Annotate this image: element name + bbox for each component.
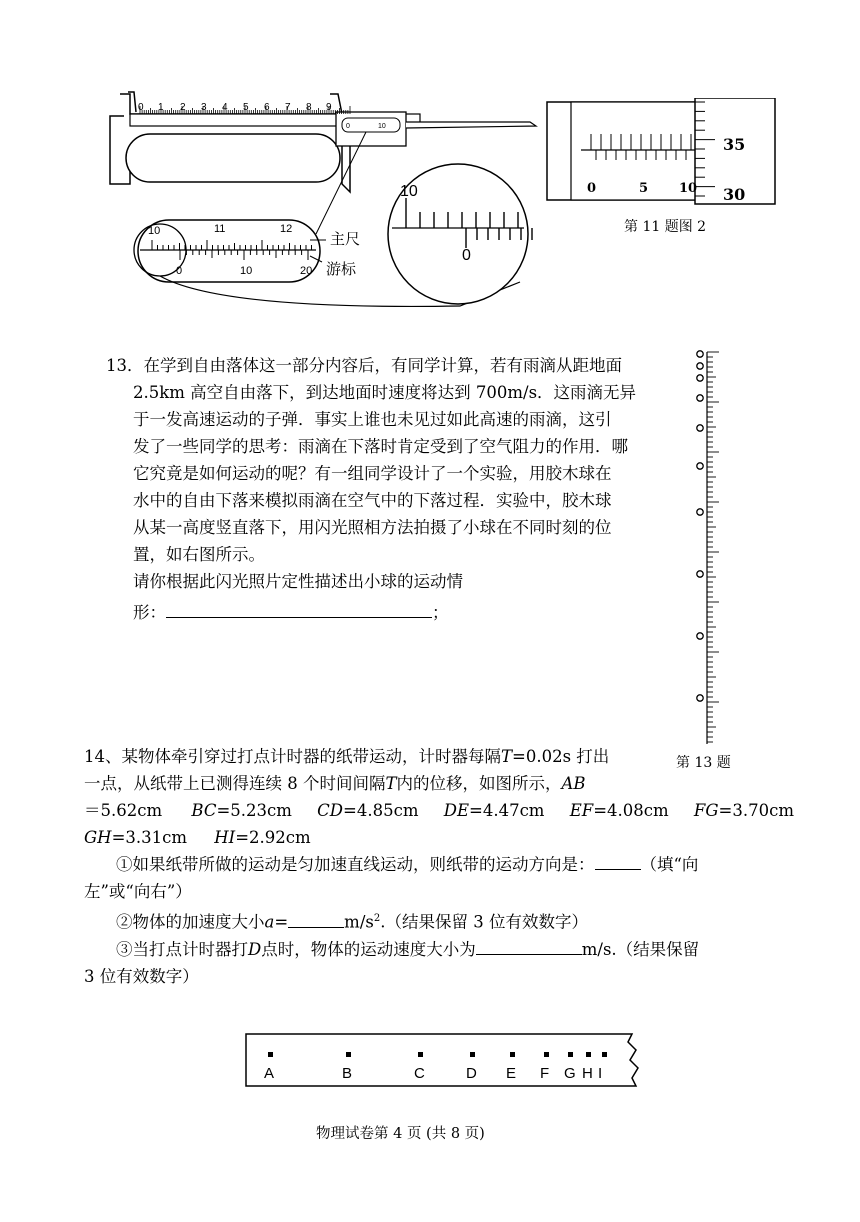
zoom-vernier-label: 0 (176, 265, 183, 277)
q14-line-2: 一点，从纸带上已测得连续 8 个时间间隔T内的位移，如图所示，AB (84, 774, 586, 793)
main-scale-label: 7 (285, 102, 291, 113)
tape-label: E (506, 1065, 517, 1082)
measure-val: =4.47cm (469, 801, 545, 820)
tape-label: I (598, 1065, 603, 1082)
ball-position (697, 463, 703, 469)
main-scale-label: 6 (264, 102, 270, 113)
ball-position (697, 351, 703, 357)
tape-label: G (564, 1065, 576, 1082)
thimble-label: 35 (723, 135, 746, 154)
ball-position (697, 695, 703, 701)
measure-ab: ＝5.62cm (84, 801, 163, 820)
measure-key: BC (191, 801, 217, 820)
main-scale-label: 5 (243, 102, 249, 113)
q13-block (106, 352, 636, 626)
measure-val: =3.31cm (111, 828, 188, 847)
tape-label: H (582, 1065, 593, 1082)
ball-position (697, 363, 703, 369)
micrometer-figure (545, 98, 785, 206)
measure-key: CD (317, 801, 344, 820)
tape-dot (470, 1052, 475, 1057)
figure-11-caption: 第 11 题图 2 (624, 219, 707, 235)
q14-sub2: ②物体的加速度大小$a= m/s^2$.（结果保留 3 位有效数字） (84, 905, 794, 936)
acceleration-blank[interactable] (288, 909, 344, 928)
main-scale-caption: 主尺 (330, 231, 361, 248)
paper-tape-figure (244, 1032, 648, 1092)
sleeve-label: 10 (679, 181, 698, 196)
measure-key: HI (214, 828, 236, 847)
ball-position (697, 633, 703, 639)
ball-position (697, 571, 703, 577)
magnified-vernier-label: 0 (462, 247, 471, 264)
main-scale-label: 2 (180, 102, 186, 113)
tape-dot (510, 1052, 515, 1057)
q14-sub3: ③当打点计时器打D点时，物体的运动速度大小为 m/s.（结果保留 (84, 936, 794, 963)
tape-dot (268, 1052, 273, 1057)
measure-val: =4.08cm (593, 801, 669, 820)
measure-val: =4.85cm (343, 801, 419, 820)
q13-line: 水中的自由下落来模拟雨滴在空气中的下落过程．实验中，胶木球 (133, 491, 612, 510)
q13-answer-line (106, 599, 636, 626)
strobe-photo-ruler (690, 348, 730, 748)
measure-key: GH (84, 828, 112, 847)
zoom-vernier-label: 20 (300, 265, 313, 277)
sleeve-label: 0 (587, 181, 597, 196)
q14-measurements-2 (84, 824, 794, 851)
q14-line-1: 14、某物体牵引穿过打点计时器的纸带运动，计时器每隔T=0.02s 打出 (84, 747, 610, 766)
page-footer: 物理试卷第 4 页 (共 8 页) (316, 1126, 485, 1142)
vernier-caption: 游标 (326, 261, 357, 278)
measure-val: =2.92cm (235, 828, 311, 847)
measure-val: =3.70cm (718, 801, 794, 820)
main-scale-label: 3 (201, 102, 207, 113)
q14-sub3-cont: 3 位有效数字） (84, 966, 199, 986)
thimble-label: 30 (723, 185, 746, 204)
main-scale-label: 8 (306, 102, 312, 113)
velocity-blank[interactable] (476, 936, 582, 955)
q14-sub1-cont: 左”或“向右”） (84, 882, 192, 901)
q13-line: 于一发高速运动的子弹．事实上谁也未见过如此高速的雨滴，这引 (133, 410, 612, 429)
tape-label: D (466, 1065, 477, 1082)
tape-label: B (342, 1065, 353, 1082)
zoom-vernier-label: 10 (240, 265, 253, 277)
main-scale-label: 0 (138, 102, 144, 113)
zoom-main-label: 11 (214, 223, 226, 235)
q13-answer-blank[interactable] (166, 599, 432, 618)
tape-label: F (540, 1065, 550, 1082)
direction-blank[interactable] (595, 851, 641, 870)
q13-line: 置，如右图所示。 (133, 545, 265, 564)
q14-sub1: ①如果纸带所做的运动是匀加速直线运动，则纸带的运动方向是： （填“向 (84, 851, 794, 878)
main-scale-label: 9 (326, 102, 332, 113)
tape-dot (586, 1052, 591, 1057)
main-scale-label: 1 (158, 102, 164, 113)
tape-dot (602, 1052, 607, 1057)
q13-line: 从某一高度竖直落下，用闪光照相方法拍摄了小球在不同时刻的位 (133, 518, 612, 537)
tape-dot (568, 1052, 573, 1057)
measure-key: DE (443, 801, 469, 820)
vernier-top-label: 0 (346, 123, 350, 130)
q14-measurements-1 (84, 797, 794, 824)
q13-line: 发了一些同学的思考：雨滴在下落时肯定受到了空气阻力的作用．哪 (133, 437, 628, 456)
q13-answer-prefix: 形： (133, 603, 166, 622)
measure-val: =5.23cm (216, 801, 292, 820)
ball-position (697, 425, 703, 431)
zoom-main-label: 10 (148, 225, 161, 237)
zoom-main-label: 12 (280, 223, 293, 235)
q13-line: 它究竟是如何运动的呢？有一组同学设计了一个实验，用胶木球在 (133, 464, 612, 483)
sleeve-label: 5 (639, 181, 649, 196)
q13-line: 13．在学到自由落体这一部分内容后，有同学计算，若有雨滴从距地面 (106, 356, 622, 375)
vernier-caliper-figure (100, 84, 540, 314)
ball-position (697, 395, 703, 401)
main-scale-label: 4 (222, 102, 228, 113)
q14-block (84, 743, 794, 990)
q13-line: 2.5km 高空自由落下，到达地面时速度将达到 700m/s．这雨滴无异 (133, 383, 637, 402)
q13-answer-suffix: ； (432, 603, 449, 622)
ball-position (697, 509, 703, 515)
ball-position (697, 375, 703, 381)
tape-label: A (264, 1065, 275, 1082)
tape-dot (544, 1052, 549, 1057)
tape-dot (346, 1052, 351, 1057)
vernier-top-label: 10 (378, 123, 386, 130)
measure-key: EF (569, 801, 594, 820)
magnified-main-label: 10 (400, 183, 418, 200)
q13-line: 请你根据此闪光照片定性描述出小球的运动情 (133, 572, 463, 591)
tape-dot (418, 1052, 423, 1057)
figure-13-caption: 第 13 题 (676, 755, 731, 771)
measure-key: FG (693, 801, 719, 820)
tape-label: C (414, 1065, 425, 1082)
